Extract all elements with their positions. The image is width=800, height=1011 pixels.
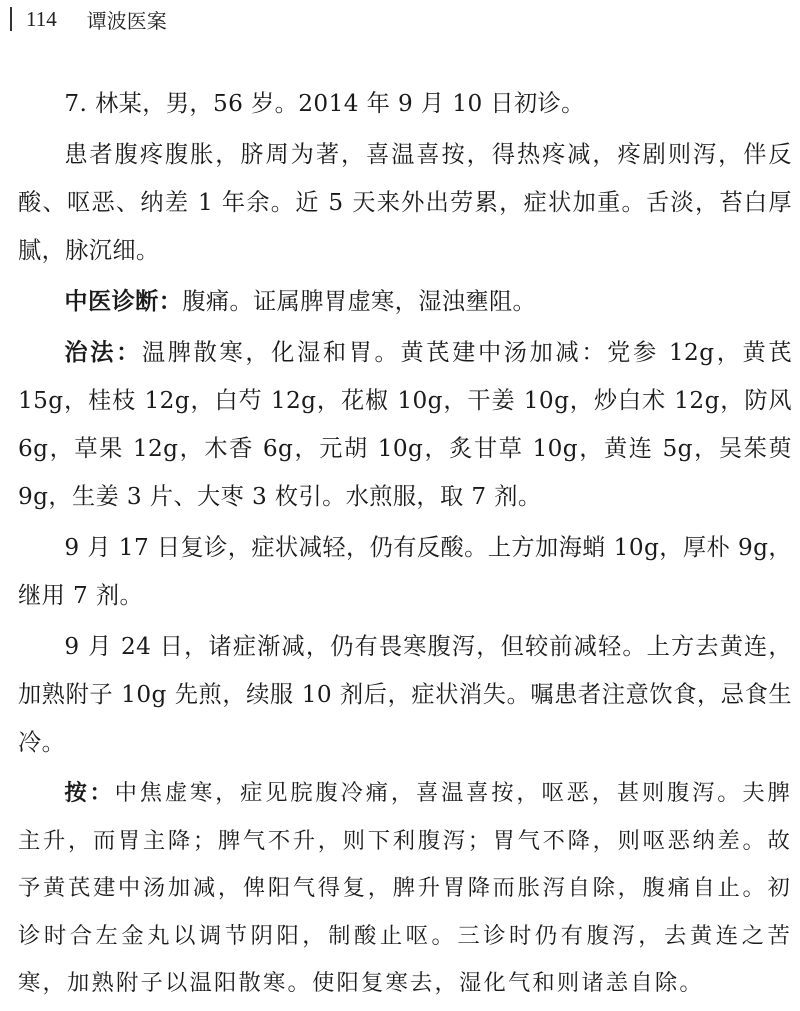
diagnosis-text: 腹痛。证属脾胃虚寒，湿浊壅阻。	[182, 288, 537, 315]
book-title: 谭波医案	[86, 8, 167, 33]
case-body	[18, 80, 792, 1011]
followup-visit-1: 9 月 17 日复诊，症状减轻，仍有反酸。上方加海蛸 10g，厚朴 9g，继用 7 剂。	[18, 534, 792, 609]
treatment-paragraph	[18, 329, 792, 521]
page-number: 114	[26, 6, 57, 31]
commentary-paragraph	[18, 770, 792, 1008]
case-title-line: 7. 林某，男，56 岁。2014 年 9 月 10 日初诊。	[64, 90, 585, 117]
header-rule	[10, 7, 12, 31]
commentary-text: 中焦虚寒，症见脘腹冷痛，喜温喜按，呕恶，甚则腹泻。夫脾主升，而胃主降；脾气不升，则下利腹泻；胃气不降，则呕恶纳差。故予黄芪建中汤加减，俾阳气得复，脾升胃降而胀泻自除，腹痛自止。初诊时合左金丸以调节阴阳，制酸止呕。三诊时仍有腹泻，去黄连之苦寒，加熟附子以温阳散寒。使阳复寒去，湿化气和则诸恙自除。	[18, 780, 793, 996]
diagnosis-label: 中医诊断：	[64, 288, 183, 315]
running-head	[10, 4, 167, 34]
commentary-label: 按：	[64, 780, 115, 806]
followup-visit-2: 9 月 24 日，诸症渐减，仍有畏寒腹泻，但较前减轻。上方去黄连，加熟附子 10g 先煎，续服 10 剂后，症状消失。嘱患者注意饮食，忌食生冷。	[18, 633, 792, 756]
diagnosis-paragraph	[18, 278, 792, 326]
treatment-text: 温脾散寒，化湿和胃。黄芪建中汤加减：党参 12g，黄芪 15g，桂枝 12g，白芍 12g，花椒 10g，干姜 10g，炒白术 12g，防风 6g，草果 12g，木香 6g，元胡 10g，炙甘草 10g，黄连 5g，吴茱萸 9g，生姜 3 片、大枣 3 枚引。水煎服，取 7 剂。	[18, 339, 792, 510]
case-history: 患者腹疼腹胀，脐周为著，喜温喜按，得热疼减，疼剧则泻，伴反酸、呕恶、纳差 1 年余。近 5 天来外出劳累，症状加重。舌淡，苔白厚腻，脉沉细。	[18, 141, 792, 264]
treatment-label: 治法：	[64, 339, 142, 366]
